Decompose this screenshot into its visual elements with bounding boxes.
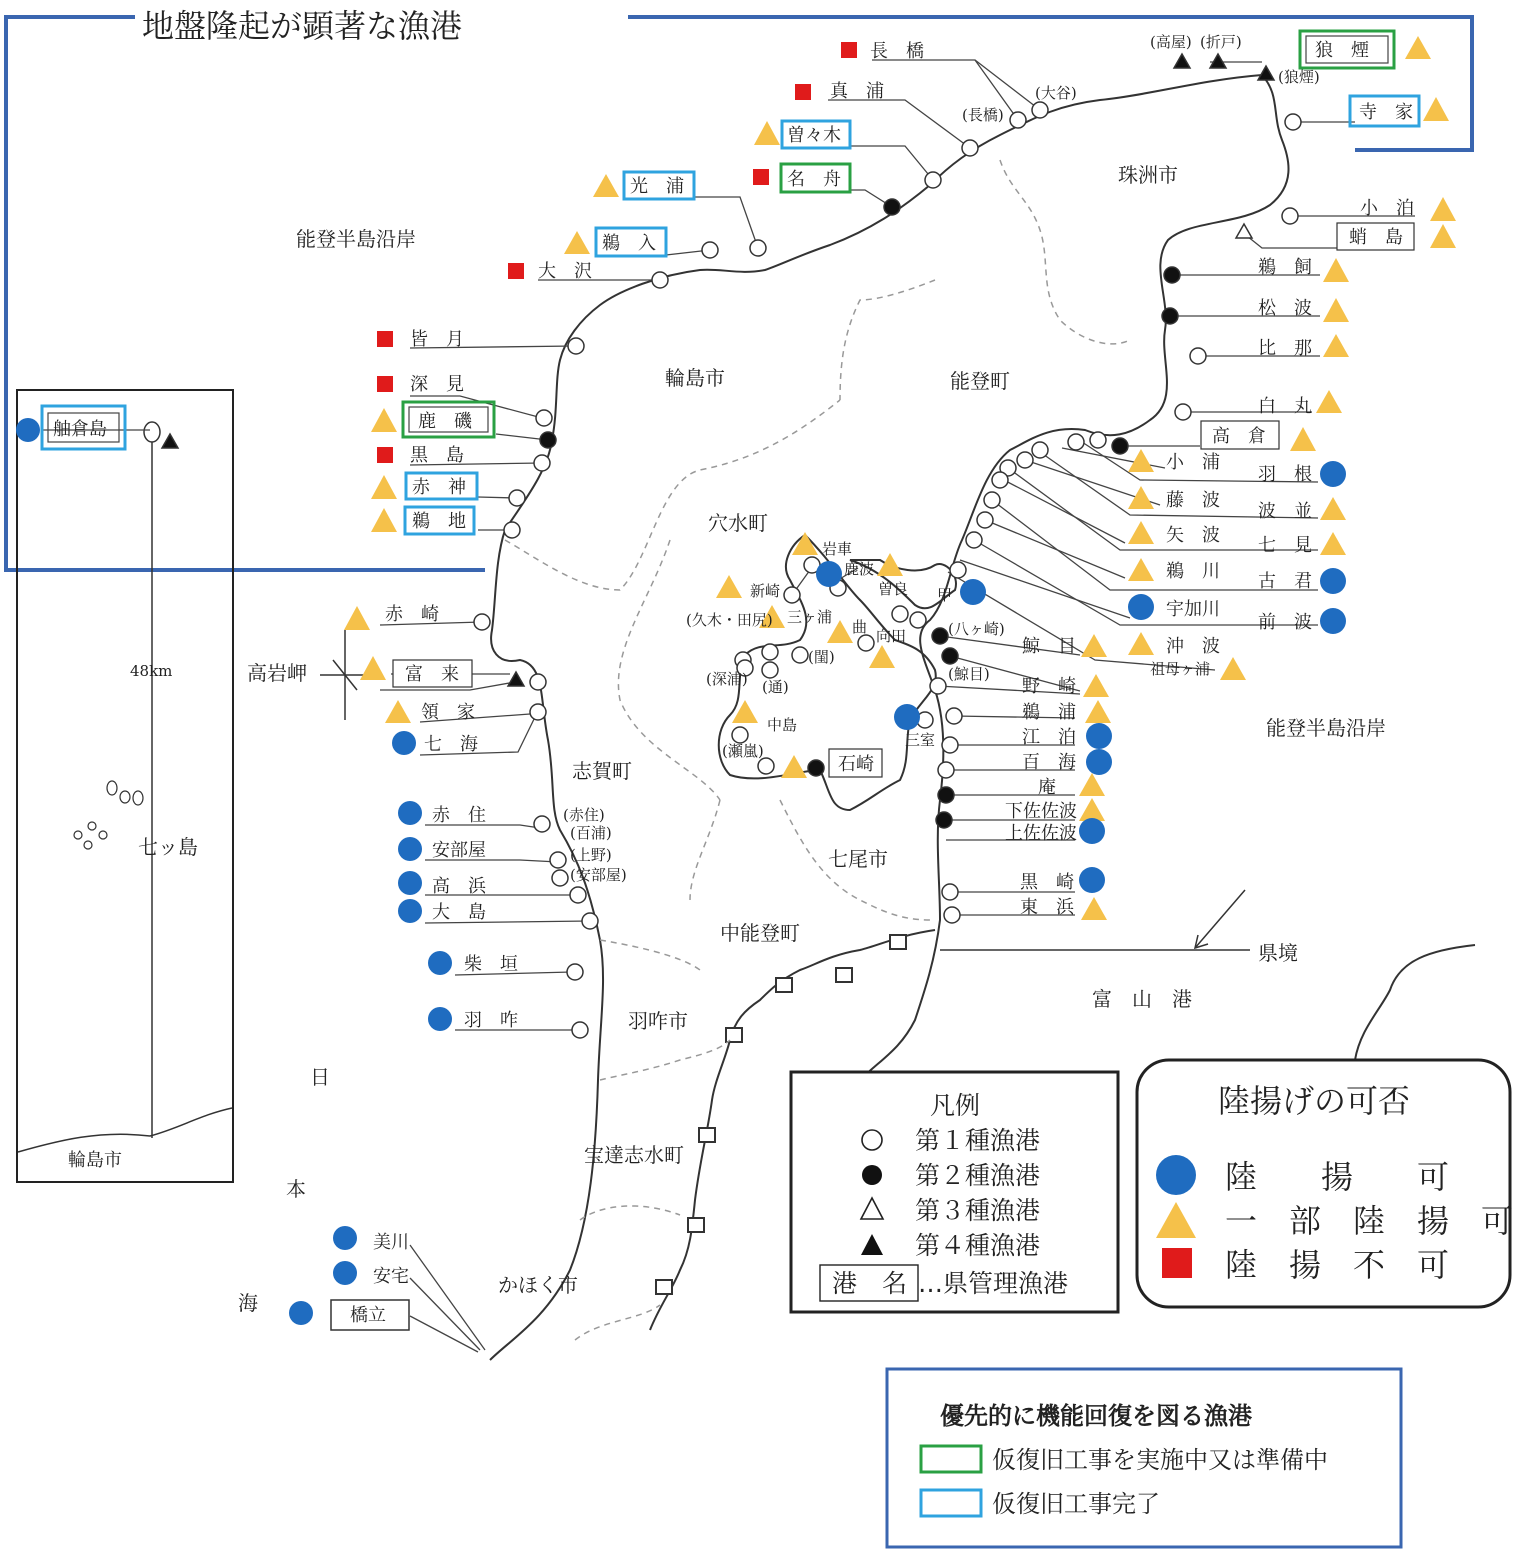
inset-box <box>17 390 233 1182</box>
status-red-square <box>841 42 857 58</box>
harbor-label: 藤 波 <box>1166 490 1220 511</box>
legend-landing-title: 陸揚げの可否 <box>1218 1082 1411 1120</box>
harbor-label: 三室 <box>905 731 936 749</box>
status-yellow-triangle <box>869 645 895 668</box>
harbor-label: 赤 神 <box>412 477 466 498</box>
status-yellow-triangle <box>1423 97 1449 121</box>
status-yellow-triangle <box>385 700 411 723</box>
svg-text:第４種漁港: 第４種漁港 <box>915 1231 1041 1260</box>
harbor-label: 鹿 磯 <box>418 411 472 432</box>
status-red-square <box>377 331 393 347</box>
region-suzu: 珠洲市 <box>1118 163 1178 187</box>
status-blue-circle <box>960 579 986 605</box>
svg-text:陸 揚 不 可: 陸 揚 不 可 <box>1225 1246 1450 1284</box>
harbor-label: 狼 煙 <box>1315 40 1369 61</box>
svg-text:(通): (通) <box>762 678 789 696</box>
legend-title: 凡例 <box>930 1091 981 1120</box>
status-yellow-triangle <box>1430 224 1456 248</box>
harbor-label: 石崎 <box>838 754 874 775</box>
harbor-label: 曽良 <box>878 580 909 598</box>
status-yellow-triangle <box>781 755 807 778</box>
status-blue-circle <box>1320 608 1346 634</box>
blue-circle-icon <box>1156 1155 1196 1195</box>
map-title: 地盤隆起が顕著な漁港 <box>142 7 463 45</box>
legend-landing <box>1137 1060 1513 1307</box>
harbor-label: 古 君 <box>1258 571 1312 592</box>
svg-text:(長橋): (長橋) <box>962 106 1004 124</box>
harbor-label: 小 泊 <box>1360 198 1414 219</box>
red-square-icon <box>1162 1248 1192 1278</box>
harbor-label: 光 浦 <box>630 176 684 197</box>
harbor-label: 東 浜 <box>1020 897 1074 918</box>
harbor-label: 矢 波 <box>1166 525 1220 546</box>
status-yellow-triangle <box>1079 798 1105 821</box>
harbor-label: 蛸 島 <box>1349 227 1403 248</box>
svg-text:(百浦): (百浦) <box>570 824 612 842</box>
svg-text:(安部屋): (安部屋) <box>570 866 627 884</box>
status-yellow-triangle <box>371 475 397 499</box>
harbor-label: 鯨 目 <box>1022 636 1076 657</box>
harbor-label: 甲 <box>937 586 953 604</box>
status-blue-circle <box>398 837 422 861</box>
harbor-label: 野 崎 <box>1022 676 1076 697</box>
status-yellow-triangle <box>1128 449 1154 472</box>
harbor-label: 曽々木 <box>787 125 841 146</box>
inset-coast <box>18 1108 232 1152</box>
svg-text:(狼煙): (狼煙) <box>1278 68 1320 86</box>
status-yellow-triangle <box>754 121 780 145</box>
region-anamizu: 穴水町 <box>708 511 768 535</box>
status-yellow-triangle <box>344 606 370 630</box>
sea-nihon-3: 海 <box>238 1291 258 1315</box>
svg-text:第２種漁港: 第２種漁港 <box>915 1161 1041 1190</box>
region-nanao: 七尾市 <box>828 847 888 871</box>
harbor-label: 羽 咋 <box>464 1010 518 1031</box>
harbor-label: 波 並 <box>1258 501 1312 522</box>
status-yellow-triangle <box>1081 897 1107 920</box>
svg-text:(赤住): (赤住) <box>563 806 605 824</box>
legend-priority <box>887 1369 1401 1547</box>
hegura-island-shape <box>144 422 160 442</box>
harbor-label: 富 来 <box>405 664 459 685</box>
status-blue-circle <box>428 1007 452 1031</box>
harbor-label: 前 波 <box>1258 612 1312 633</box>
status-blue-circle <box>16 418 40 442</box>
status-blue-circle <box>1079 818 1105 844</box>
status-blue-circle <box>392 731 416 755</box>
status-blue-circle <box>289 1301 313 1325</box>
status-yellow-triangle <box>564 231 590 254</box>
harbor-label: 寺 家 <box>1359 102 1413 123</box>
type2-icon <box>862 1165 882 1185</box>
region-hakui: 羽咋市 <box>628 1009 688 1033</box>
status-blue-circle <box>1320 568 1346 594</box>
status-yellow-triangle <box>1128 486 1154 509</box>
harbor-label: 宇加川 <box>1166 599 1220 620</box>
harbor-label: 三ヶ浦 <box>787 608 833 626</box>
status-yellow-triangle <box>1128 632 1154 655</box>
harbor-label: 鹿波 <box>844 560 875 578</box>
status-blue-circle <box>1079 867 1105 893</box>
status-yellow-triangle <box>1290 427 1316 451</box>
harbor-label: 長 橋 <box>870 41 924 62</box>
region-noto: 能登町 <box>950 369 1010 393</box>
harbor-label: 鵜 入 <box>602 233 656 254</box>
harbor-label: 安部屋 <box>432 840 486 861</box>
harbor-label: 江 泊 <box>1022 727 1076 748</box>
harbor-label: 岩車 <box>822 540 853 558</box>
harbor-label: 小 浦 <box>1166 452 1220 473</box>
harbor-label: 柴 垣 <box>464 954 518 975</box>
sea-nihon-2: 本 <box>286 1177 306 1201</box>
status-yellow-triangle <box>371 508 397 532</box>
svg-text:(八ヶ崎): (八ヶ崎) <box>948 620 1005 638</box>
harbor-label: 真 浦 <box>830 81 884 102</box>
harbor-label: 舳倉島 <box>53 419 107 440</box>
harbor-label: 名 舟 <box>787 169 841 190</box>
sea-noto-west: 能登半島沿岸 <box>296 227 416 251</box>
status-blue-circle <box>428 951 452 975</box>
status-red-square <box>753 169 769 185</box>
status-blue-circle <box>333 1261 357 1285</box>
svg-text:(久木・田尻): (久木・田尻) <box>686 611 773 629</box>
harbor-label: 鵜 浦 <box>1022 702 1076 723</box>
inset-nanatsujima: 七ッ島 <box>138 835 198 859</box>
status-yellow-triangle <box>716 575 742 598</box>
harbor-label: 橋立 <box>350 1305 386 1326</box>
inset-wajima: 輪島市 <box>68 1150 122 1171</box>
status-blue-circle <box>1128 594 1154 620</box>
harbor-label: 高 浜 <box>432 876 486 897</box>
status-blue-circle <box>1086 723 1112 749</box>
status-yellow-triangle <box>1128 558 1154 581</box>
svg-text:第３種漁港: 第３種漁港 <box>915 1196 1041 1225</box>
status-blue-circle <box>1320 461 1346 487</box>
status-yellow-triangle <box>877 553 903 576</box>
harbor-label: 沖 波 <box>1166 636 1220 657</box>
svg-text:(高屋): (高屋) <box>1150 33 1192 51</box>
harbor-label: 深 見 <box>410 374 464 395</box>
status-blue-circle <box>398 871 422 895</box>
harbor-label: 比 那 <box>1258 338 1312 359</box>
status-yellow-triangle <box>1405 36 1431 59</box>
harbor-label: 羽 根 <box>1258 464 1312 485</box>
status-yellow-triangle <box>1320 532 1346 555</box>
harbor-label: 鵜 川 <box>1166 561 1220 582</box>
status-blue-circle <box>398 801 422 825</box>
svg-text:(大谷): (大谷) <box>1035 84 1077 102</box>
region-kahoku: かほく市 <box>498 1273 578 1297</box>
harbor-label: 赤 崎 <box>385 604 439 625</box>
sea-noto-east: 能登半島沿岸 <box>1266 716 1386 740</box>
status-yellow-triangle <box>1323 298 1349 322</box>
legend-priority-title: 優先的に機能回復を図る漁港 <box>940 1402 1252 1430</box>
harbor-label: 上佐佐波 <box>1005 823 1077 844</box>
harbor-label: 下佐佐波 <box>1005 801 1077 822</box>
harbor-label: 庵 <box>1038 777 1056 798</box>
svg-text:陸 揚 可: 陸 揚 可 <box>1225 1158 1450 1196</box>
harbor-label: 大 島 <box>432 902 486 923</box>
harbor-label: 松 波 <box>1258 298 1312 319</box>
prefecture-border-label: 県境 <box>1258 941 1298 965</box>
svg-text:(鯨目): (鯨目) <box>948 665 990 683</box>
cape-takaiwa: 高岩岬 <box>247 661 307 685</box>
harbor-label: 黒 崎 <box>1020 872 1074 893</box>
svg-text:(瀬嵐): (瀬嵐) <box>722 742 764 760</box>
svg-text:(上野): (上野) <box>570 846 612 864</box>
svg-text:仮復旧工事を実施中又は準備中: 仮復旧工事を実施中又は準備中 <box>992 1446 1328 1474</box>
svg-text:仮復旧工事完了: 仮復旧工事完了 <box>992 1490 1160 1518</box>
status-yellow-triangle <box>1128 521 1154 544</box>
harbor-label: 大 沢 <box>538 261 592 282</box>
svg-text:港 名: 港 名 <box>832 1269 908 1298</box>
svg-text:一 部 陸 揚 可: 一 部 陸 揚 可 <box>1225 1202 1514 1240</box>
status-blue-circle <box>1086 749 1112 775</box>
svg-text:(折戸): (折戸) <box>1200 33 1242 51</box>
status-yellow-triangle <box>1081 634 1107 657</box>
harbor-label: 鵜 飼 <box>1258 257 1312 278</box>
harbor-label: 赤 住 <box>432 805 486 826</box>
svg-text:第１種漁港: 第１種漁港 <box>915 1126 1041 1155</box>
harbor-label: 七 見 <box>1258 535 1312 556</box>
status-yellow-triangle <box>593 174 619 197</box>
type1-icon <box>862 1130 882 1150</box>
inset-distance: 48km <box>130 662 173 680</box>
nanatsujima-islets <box>74 781 143 849</box>
status-red-square <box>377 447 393 463</box>
harbor-label: 高 倉 <box>1212 426 1266 447</box>
harbor-label: 向田 <box>876 627 907 645</box>
status-yellow-triangle <box>371 408 397 432</box>
status-blue-circle <box>398 899 422 923</box>
harbor-label: 安宅 <box>373 1266 409 1287</box>
harbor-label: 領 家 <box>421 702 475 723</box>
status-yellow-triangle <box>1085 700 1111 723</box>
status-yellow-triangle <box>360 656 386 680</box>
status-yellow-triangle <box>1079 773 1105 796</box>
harbor-label: 皆 月 <box>410 329 464 350</box>
sea-nihon-1: 日 <box>310 1065 330 1089</box>
status-yellow-triangle <box>1430 197 1456 221</box>
svg-text:…県管理漁港: …県管理漁港 <box>918 1269 1069 1298</box>
region-shika: 志賀町 <box>572 759 632 783</box>
status-red-square <box>795 84 811 100</box>
status-yellow-triangle <box>1220 657 1246 680</box>
harbor-label: 百 海 <box>1022 752 1076 773</box>
svg-text:(深浦): (深浦) <box>706 670 748 688</box>
harbor-label: 美川 <box>373 1232 409 1253</box>
svg-text:(閨): (閨) <box>808 648 835 666</box>
status-yellow-triangle <box>1323 334 1349 357</box>
harbor-label: 鵜 地 <box>412 511 466 532</box>
status-red-square <box>508 263 524 279</box>
status-yellow-triangle <box>1083 674 1109 697</box>
sea-toyama: 富 山 港 <box>1092 987 1192 1011</box>
region-nakanoto: 中能登町 <box>720 921 800 945</box>
harbor-label: 白 丸 <box>1258 396 1312 417</box>
legend-port-type <box>791 1072 1118 1312</box>
port-type-symbols <box>162 54 1301 1038</box>
harbor-label: 七 海 <box>424 734 478 755</box>
harbor-label: 曲 <box>852 618 868 636</box>
harbor-label: 祖母ヶ浦 <box>1150 660 1211 678</box>
status-red-square <box>377 376 393 392</box>
toyama-coast <box>1355 945 1475 1060</box>
status-yellow-triangle <box>1323 258 1349 282</box>
status-yellow-triangle <box>1316 390 1342 413</box>
status-blue-circle <box>333 1226 357 1250</box>
harbor-label: 新崎 <box>750 582 781 600</box>
status-blue-circle <box>894 704 920 730</box>
status-yellow-triangle <box>1320 497 1346 520</box>
harbor-label: 黒 島 <box>410 445 464 466</box>
harbor-label: 中島 <box>767 716 798 734</box>
region-wajima: 輪島市 <box>665 366 725 390</box>
region-hodatsushimizu: 宝達志水町 <box>584 1143 684 1167</box>
status-blue-circle <box>816 561 842 587</box>
